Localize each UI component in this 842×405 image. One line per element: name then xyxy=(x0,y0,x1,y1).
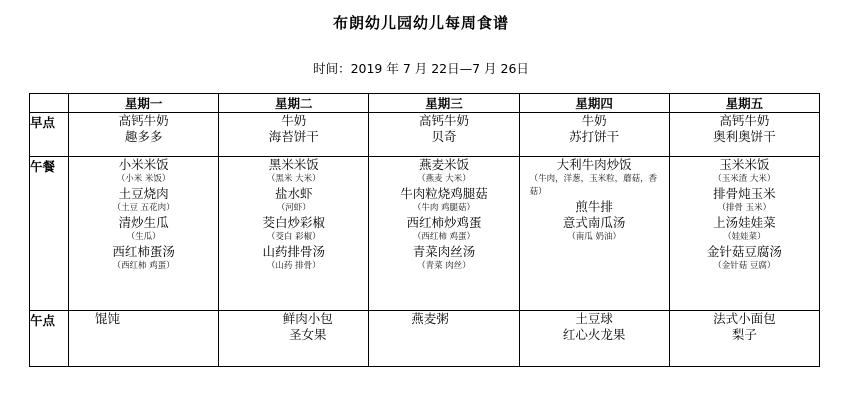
dish-name: 意式南瓜汤 xyxy=(562,215,626,230)
dish-ingredients: （排骨 玉米） xyxy=(717,203,772,213)
menu-item: 红心火龙果 xyxy=(562,327,626,342)
dish-ingredients: （南瓜 奶油） xyxy=(567,232,621,242)
lunch-cell-tue xyxy=(219,157,369,311)
lunch-row xyxy=(30,157,820,311)
menu-item: 海苔饼干 xyxy=(268,129,319,144)
dish-name: 青菜肉丝汤 xyxy=(412,244,476,259)
breakfast-cell-fri xyxy=(669,113,819,157)
dish-name: 土豆烧肉 xyxy=(118,186,169,201)
dish-ingredients: （娃娃菜） xyxy=(723,232,766,242)
breakfast-cell-tue xyxy=(219,113,369,157)
breakfast-cell-mon xyxy=(69,113,219,157)
lunch-cell-wed xyxy=(369,157,519,311)
dish-ingredients: （土豆 五花肉） xyxy=(112,203,175,213)
dish-name: 清炒生瓜 xyxy=(118,215,169,230)
dish-name: 黑米米饭 xyxy=(268,157,319,172)
menu-item: 高钙牛奶 xyxy=(719,113,770,128)
menu-item: 高钙牛奶 xyxy=(418,113,469,128)
snack-row xyxy=(30,311,820,367)
menu-item: 奥利奥饼干 xyxy=(713,129,776,144)
dish-name: 山药排骨汤 xyxy=(262,244,326,259)
dish-ingredients: （燕麦 大米） xyxy=(417,174,471,184)
lunch-cell-fri xyxy=(669,157,819,311)
day-header-thu: 星期四 xyxy=(519,94,669,113)
page-title: 布朗幼儿园幼儿每周食谱 xyxy=(332,14,509,32)
dish-ingredients: （牛肉 鸡腿菇） xyxy=(412,203,476,213)
lunch-cell-mon xyxy=(69,157,219,311)
dish-name: 西红柿炒鸡蛋 xyxy=(406,215,482,230)
header-row xyxy=(30,94,820,113)
menu-item: 牛奶 xyxy=(281,113,307,128)
menu-item: 土豆球 xyxy=(575,311,613,326)
dish-ingredients: （金针菇 豆腐） xyxy=(713,261,776,271)
dish-ingredients: （黑米 大米） xyxy=(266,174,321,184)
dish-ingredients: （茭白 彩椒） xyxy=(266,232,321,242)
snack-cell-thu xyxy=(519,311,669,367)
row-label-breakfast: 早点 xyxy=(30,113,69,157)
dish-ingredients: （牛肉，洋葱，玉米粒，蘑菇，香菇） xyxy=(529,174,658,197)
menu-item: 贝奇 xyxy=(431,129,457,144)
dish-name: 玉米米饭 xyxy=(719,157,770,172)
menu-item: 馄饨 xyxy=(95,311,121,326)
menu-item: 燕麦粥 xyxy=(411,311,449,326)
breakfast-row xyxy=(30,113,820,157)
dish-name: 牛肉粒烧鸡腿菇 xyxy=(400,186,488,201)
breakfast-cell-wed xyxy=(369,113,519,157)
day-header-wed: 星期三 xyxy=(369,94,519,113)
corner-cell xyxy=(30,94,69,113)
day-header-tue: 星期二 xyxy=(219,94,369,113)
snack-cell-fri xyxy=(669,311,819,367)
dish-name: 排骨炖玉米 xyxy=(713,186,776,201)
menu-item: 高钙牛奶 xyxy=(118,113,169,128)
dish-ingredients: （西红柿 鸡蛋） xyxy=(412,232,476,242)
dish-ingredients: （玉米渣 大米） xyxy=(713,174,776,184)
dish-name: 小米米饭 xyxy=(118,157,169,172)
dish-ingredients: （河虾） xyxy=(276,203,311,213)
dish-name: 大利牛肉炒饭 xyxy=(556,157,632,172)
snack-cell-mon xyxy=(69,311,219,367)
dish-ingredients: （西红柿 鸡蛋） xyxy=(112,261,175,271)
menu-item: 牛奶 xyxy=(581,113,607,128)
menu-item: 圣女果 xyxy=(289,327,327,342)
row-label-lunch: 午餐 xyxy=(30,157,69,311)
day-header-fri: 星期五 xyxy=(669,94,819,113)
dish-ingredients: （山药 排骨） xyxy=(266,261,321,271)
dish-ingredients: （小米 米饭） xyxy=(116,174,171,184)
weekly-menu-table xyxy=(29,93,820,367)
lunch-cell-thu xyxy=(519,157,669,311)
menu-item: 法式小面包 xyxy=(713,311,776,326)
date-range: 时间：2019 年 7 月 22日—7 月 26日 xyxy=(313,61,529,76)
snack-cell-tue xyxy=(219,311,369,367)
day-header-mon: 星期一 xyxy=(69,94,219,113)
menu-item: 苏打饼干 xyxy=(569,129,620,144)
breakfast-cell-thu xyxy=(519,113,669,157)
dish-name: 燕麦米饭 xyxy=(418,157,469,172)
dish-name: 西红柿蛋汤 xyxy=(112,244,175,259)
dish-name: 茭白炒彩椒 xyxy=(262,215,326,230)
dish-name: 上汤娃娃菜 xyxy=(713,215,776,230)
row-label-snack: 午点 xyxy=(30,311,69,367)
snack-cell-wed xyxy=(369,311,519,367)
dish-ingredients: （生瓜） xyxy=(126,232,161,242)
menu-item: 趣多多 xyxy=(124,129,163,144)
menu-item: 梨子 xyxy=(731,327,757,342)
dish-ingredients: （青菜 肉丝） xyxy=(417,261,471,271)
menu-item: 鲜肉小包 xyxy=(282,311,333,326)
dish-name: 盐水虾 xyxy=(275,186,313,201)
dish-name: 金针菇豆腐汤 xyxy=(706,244,782,259)
dish-name: 煎牛排 xyxy=(575,199,613,214)
